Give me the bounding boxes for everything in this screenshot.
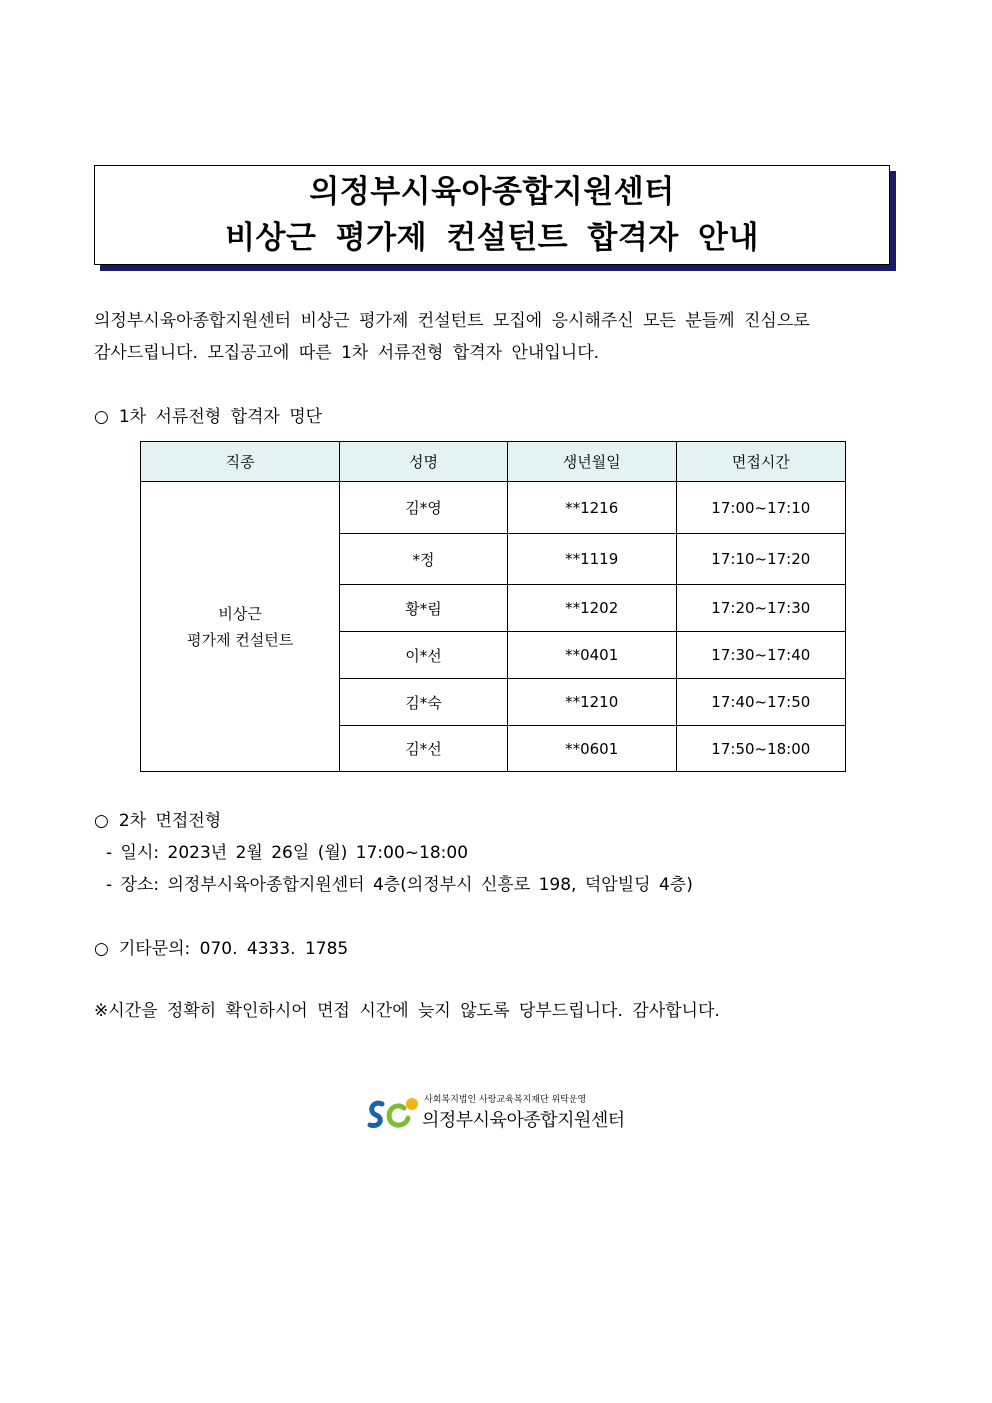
- name-cell: 이*선: [340, 632, 508, 679]
- time-cell: 17:10~17:20: [676, 534, 845, 585]
- section-1-heading: [94, 402, 322, 427]
- job-cell: [141, 482, 340, 772]
- circle-bullet-icon: ○: [94, 811, 109, 831]
- title-box: [94, 165, 890, 265]
- intro-line-1: 의정부시육아종합지원센터 비상근 평가제 컨설턴트 모집에 응시해주신 모든 분들께 진심으로: [94, 311, 810, 331]
- header-time: 면접시간: [676, 442, 845, 482]
- interview-date: - 일시: 2023년 2월 26일 (월) 17:00~18:00: [106, 843, 469, 863]
- circle-bullet-icon: ○: [94, 407, 109, 427]
- contact-text: 기타문의: 070. 4333. 1785: [118, 939, 349, 959]
- time-cell: 17:00~17:10: [676, 482, 845, 534]
- time-cell: 17:50~18:00: [676, 726, 845, 772]
- job-line-2: 평가제 컨설턴트: [187, 630, 294, 649]
- center-logo: [366, 1092, 636, 1136]
- name-cell: *정: [340, 534, 508, 585]
- birth-cell: **0601: [507, 726, 676, 772]
- time-cell: 17:30~17:40: [676, 632, 845, 679]
- birth-cell: **1210: [507, 679, 676, 726]
- intro-line-2: 감사드립니다. 모집공고에 따른 1차 서류전형 합격자 안내입니다.: [94, 343, 600, 363]
- birth-cell: **1202: [507, 585, 676, 632]
- section-1-title: 1차 서류전형 합격자 명단: [118, 407, 323, 427]
- title-line-1: 의정부시육아종합지원센터: [309, 174, 675, 210]
- logo-title: 의정부시육아종합지원센터: [422, 1110, 625, 1131]
- logo-subtitle: 사회복지법인 사랑교육복지재단 위탁운영: [424, 1095, 587, 1105]
- intro-paragraph: [94, 305, 894, 369]
- passers-table: [140, 441, 846, 772]
- closing-note: ※시간을 정확히 확인하시어 면접 시간에 늦지 않도록 당부드립니다. 감사합니다.: [94, 1001, 720, 1021]
- birth-cell: **1216: [507, 482, 676, 534]
- interview-place: - 장소: 의정부시육아종합지원센터 4층(의정부시 신흥로 198, 덕암빌딩 4층): [106, 875, 693, 895]
- job-line-1: 비상근: [218, 604, 262, 623]
- table-header-row: [141, 442, 846, 482]
- birth-cell: **1119: [507, 534, 676, 585]
- header-birth: 생년월일: [507, 442, 676, 482]
- birth-cell: **0401: [507, 632, 676, 679]
- contact-line: [94, 934, 348, 959]
- table-row: [141, 482, 846, 534]
- title-line-2: 비상근 평가제 컨설턴트 합격자 안내: [225, 220, 759, 256]
- name-cell: 김*선: [340, 726, 508, 772]
- name-cell: 김*숙: [340, 679, 508, 726]
- section-2-heading: [94, 806, 221, 831]
- name-cell: 김*영: [340, 482, 508, 534]
- time-cell: 17:20~17:30: [676, 585, 845, 632]
- header-name: 성명: [340, 442, 508, 482]
- header-job: 직종: [141, 442, 340, 482]
- time-cell: 17:40~17:50: [676, 679, 845, 726]
- circle-bullet-icon: ○: [94, 939, 109, 959]
- logo-mark-icon: [366, 1092, 426, 1136]
- name-cell: 황*림: [340, 585, 508, 632]
- section-2-title: 2차 면접전형: [118, 811, 222, 831]
